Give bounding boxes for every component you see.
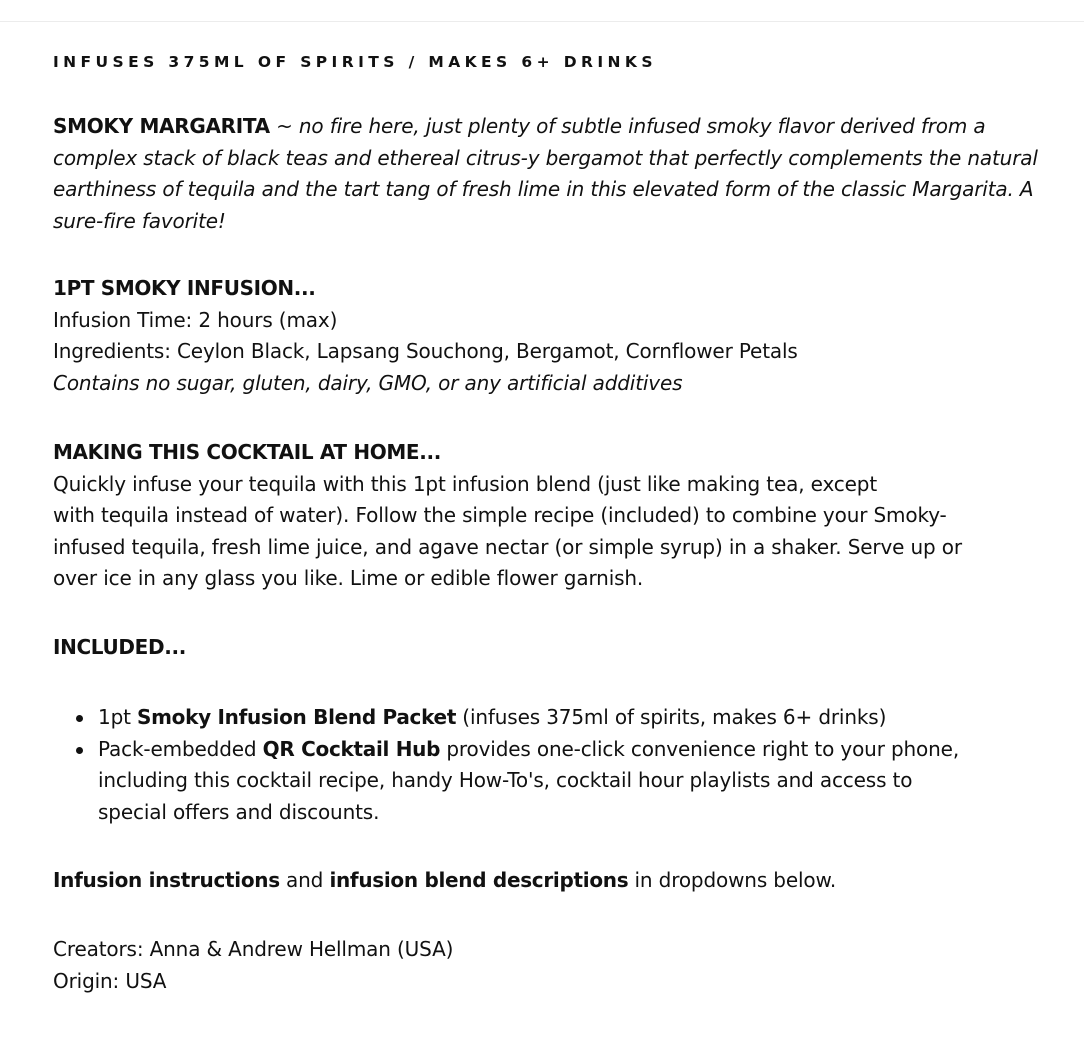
item-line: special offers and discounts. — [98, 799, 380, 824]
eyebrow-heading: INFUSES 375ML OF SPIRITS / MAKES 6+ DRINKS — [53, 53, 657, 71]
product-meta — [53, 934, 1043, 997]
origin: Origin: USA — [53, 968, 167, 993]
tilde-separator: ~ — [276, 114, 293, 138]
blend-descriptions-label: infusion blend descriptions — [329, 868, 629, 892]
making-line: with tequila instead of water). Follow the simple recipe (included) to combine your Smoky- — [53, 503, 947, 527]
infusion-heading: 1PT SMOKY INFUSION... — [53, 276, 316, 300]
making-heading: MAKING THIS COCKTAIL AT HOME... — [53, 440, 441, 464]
bullet-icon — [76, 715, 83, 722]
infusion-section — [53, 273, 1043, 399]
item-bold: Smoky Infusion Blend Packet — [137, 705, 457, 729]
bullet-icon — [76, 747, 83, 754]
making-line: Quickly infuse your tequila with this 1pt infusion blend (just like making tea, except — [53, 471, 878, 496]
included-section — [53, 632, 1043, 664]
item-suffix: provides one-click convenience right to your phone, — [440, 736, 960, 761]
item-line — [98, 734, 1084, 766]
infusion-ingredients: Ingredients: Ceylon Black, Lapsang Souchong, Bergamot, Cornflower Petals — [53, 339, 798, 363]
item-bold: QR Cocktail Hub — [262, 736, 441, 761]
dropdown-note-end: in dropdowns below. — [628, 868, 837, 892]
included-list — [53, 702, 1084, 828]
making-line: infused tequila, fresh lime juice, and agave nectar (or simple syrup) in a shaker. Serve up or — [53, 534, 962, 559]
product-title: SMOKY MARGARITA — [53, 114, 270, 138]
item-suffix: (infuses 375ml of spirits, makes 6+ drinks) — [456, 705, 887, 729]
product-description-text: no fire here, just plenty of subtle infused smoky flavor derived from a complex stack of black teas and ethereal citrus-y bergamot that perfectly complements the natural earthiness of tequila and the tart tang of fresh lime in this elevated form of the classic Margarita. A sure-fire favorite! — [53, 114, 1038, 233]
infusion-instructions-label: Infusion instructions — [53, 868, 280, 892]
list-item — [98, 702, 1084, 734]
infusion-time: Infusion Time: 2 hours (max) — [53, 307, 338, 332]
making-section — [53, 437, 1043, 595]
dropdown-note — [53, 865, 1043, 897]
item-prefix: 1pt — [98, 705, 138, 729]
intro-paragraph — [53, 111, 1038, 237]
included-heading: INCLUDED... — [53, 635, 186, 659]
item-prefix: Pack-embedded — [98, 736, 263, 761]
dropdown-note-mid: and — [279, 868, 330, 892]
creators: Creators: Anna & Andrew Hellman (USA) — [53, 937, 454, 961]
dropdown-note-line — [53, 865, 1043, 897]
item-line: including this cocktail recipe, handy How-To's, cocktail hour playlists and access to — [98, 768, 913, 792]
list-item — [98, 734, 1084, 829]
making-line: over ice in any glass you like. Lime or edible flower garnish. — [53, 566, 644, 590]
top-divider — [0, 21, 1084, 22]
infusion-note: Contains no sugar, gluten, dairy, GMO, or any artificial additives — [53, 370, 683, 395]
